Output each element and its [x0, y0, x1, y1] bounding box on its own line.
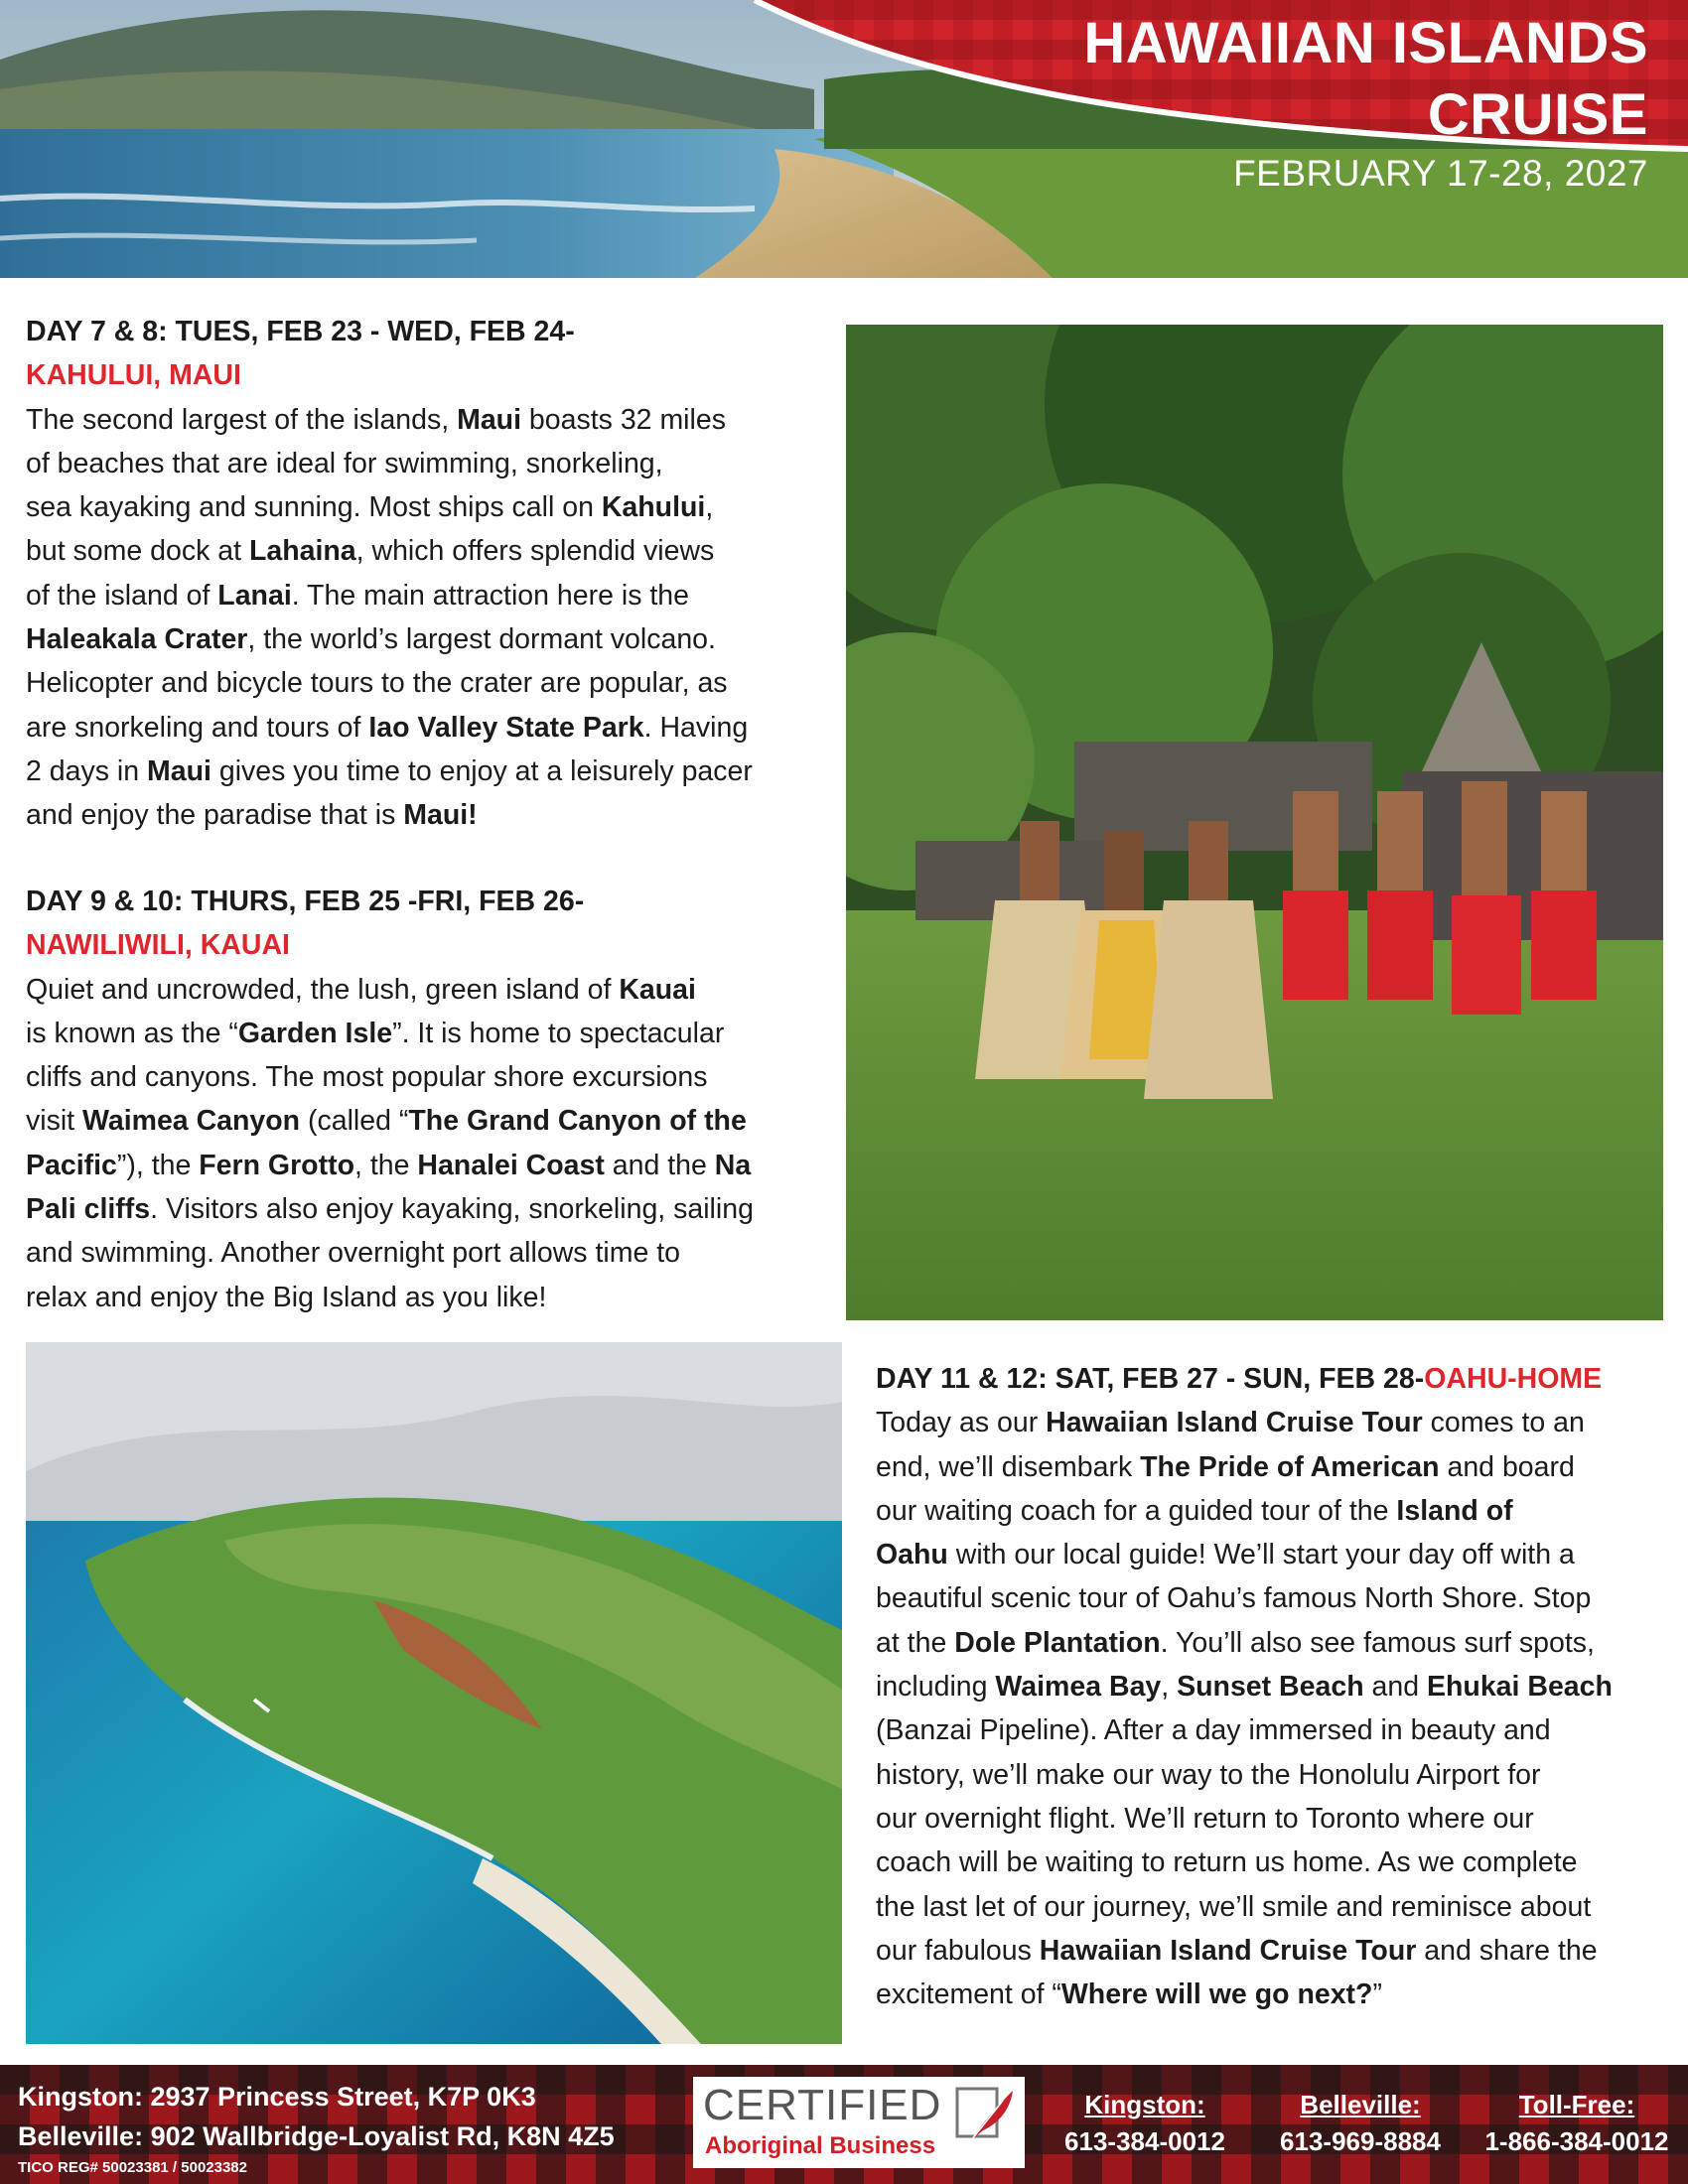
body-text: including: [876, 1671, 996, 1704]
port-name: KAHULUI, MAUI: [26, 359, 241, 392]
body-text: visit: [26, 1105, 82, 1138]
emphasis-text: Maui: [457, 403, 522, 436]
body-text: . Visitors also enjoy kayaking, snorkeling, sailing: [150, 1193, 754, 1226]
emphasis-text: Hanalei Coast: [417, 1149, 605, 1181]
phone-number: 613-969-8884: [1280, 2126, 1441, 2156]
phone-kingston[interactable]: [1046, 2087, 1244, 2160]
phone-belleville[interactable]: [1261, 2087, 1460, 2160]
body-text: Quiet and uncrowded, the lush, green island of: [26, 973, 620, 1006]
body-text: our waiting coach for a guided tour of the: [876, 1494, 1397, 1527]
trip-dates: FEBRUARY 17-28, 2027: [1233, 153, 1648, 194]
body-text: ,: [1161, 1671, 1178, 1704]
body-text: (called “: [300, 1105, 409, 1138]
emphasis-text: Island of: [1396, 1494, 1513, 1527]
body-text: the last let of our journey, we’ll smile and reminisce about: [876, 1890, 1592, 1923]
day-11-12-section: [876, 1357, 1670, 2016]
page-title: HAWAIIAN ISLANDS CRUISE: [1083, 11, 1648, 147]
addresses: [18, 2077, 615, 2156]
body-text: ”), the: [116, 1149, 200, 1181]
emphasis-text: Hawaiian Island Cruise Tour: [1046, 1407, 1423, 1439]
body-text: of the island of: [26, 579, 218, 612]
cert-title: CERTIFIED: [703, 2081, 942, 2129]
na-pali-coast-photo: [26, 1342, 842, 2044]
emphasis-text: The Pride of American: [1140, 1450, 1440, 1483]
day-heading-row: [876, 1357, 1670, 1401]
day-heading: DAY 7 & 8: TUES, FEB 23 - WED, FEB 24-: [26, 316, 575, 347]
emphasis-text: Fern Grotto: [199, 1149, 354, 1181]
body-text: . The main attraction here is the: [291, 579, 690, 612]
body-text: . Having: [643, 711, 749, 744]
body-text: and: [1363, 1671, 1427, 1704]
emphasis-text: Ehukai Beach: [1427, 1671, 1613, 1704]
port-name: OAHU-HOME: [1424, 1363, 1603, 1395]
kingston-address: Kingston: 2937 Princess Street, K7P 0K3: [18, 2082, 536, 2112]
body-text: sea kayaking and sunning. Most ships call on: [26, 491, 602, 524]
body-text: cliffs and canyons. The most popular shore excursions: [26, 1061, 708, 1094]
feather-icon: [953, 2085, 1015, 2146]
body-text: and share the: [1416, 1934, 1598, 1967]
phone-label: Toll-Free:: [1518, 2090, 1635, 2119]
body-text: is known as the “: [26, 1017, 238, 1049]
emphasis-text: Dole Plantation: [954, 1626, 1161, 1659]
emphasis-text: Waimea Canyon: [82, 1105, 301, 1138]
body-text: ,: [705, 491, 714, 524]
phone-label: Kingston:: [1084, 2090, 1205, 2119]
cert-subtitle: Aboriginal Business: [705, 2132, 936, 2159]
emphasis-text: Haleakala Crater: [26, 623, 248, 656]
body-text: beautiful scenic tour of Oahu’s famous North Shore. Stop: [876, 1582, 1592, 1615]
body-text: and the: [604, 1149, 715, 1181]
body-text: relax and enjoy the Big Island as you like!: [26, 1281, 547, 1313]
body-text: our overnight flight. We’ll return to Toronto where our: [876, 1802, 1534, 1835]
emphasis-text: Pacific: [26, 1149, 117, 1181]
day-9-10-section: [26, 880, 820, 1319]
body-text: end, we’ll disembark: [876, 1450, 1141, 1483]
emphasis-text: Where will we go next?: [1060, 1979, 1373, 2011]
emphasis-text: Maui: [147, 754, 211, 787]
body-text: excitement of “: [876, 1979, 1061, 2011]
emphasis-text: Lanai: [217, 579, 292, 612]
body-text: and swimming. Another overnight port allows time to: [26, 1237, 680, 1270]
emphasis-text: Kahului: [601, 491, 706, 524]
tico-registration: TICO REG# 50023381 / 50023382: [18, 2159, 247, 2176]
footer: [0, 2065, 1688, 2184]
body-text: . You’ll also see famous surf spots,: [1160, 1626, 1595, 1659]
body-text: , the: [354, 1149, 418, 1181]
body-text: ”. It is home to spectacular: [392, 1017, 725, 1049]
phone-number: 1-866-384-0012: [1484, 2126, 1669, 2156]
emphasis-text: The Grand Canyon of the: [408, 1105, 747, 1138]
day-7-8-section: [26, 310, 820, 838]
day-heading: DAY 11 & 12: SAT, FEB 27 - SUN, FEB 28-: [876, 1363, 1425, 1395]
body-text: , which offers splendid views: [355, 535, 715, 568]
day-description: [26, 398, 820, 838]
hula-dancers-photo: [846, 325, 1663, 1320]
body-text: The second largest of the islands,: [26, 403, 458, 436]
body-text: 2 days in: [26, 754, 147, 787]
body-text: , the world’s largest dormant volcano.: [247, 623, 716, 656]
body-text: and enjoy the paradise that is: [26, 799, 404, 832]
emphasis-text: Hawaiian Island Cruise Tour: [1039, 1934, 1417, 1967]
emphasis-text: Maui!: [403, 799, 478, 832]
emphasis-text: Oahu: [876, 1539, 948, 1571]
phone-toll-free[interactable]: [1468, 2087, 1686, 2160]
emphasis-text: Iao Valley State Park: [368, 711, 644, 744]
body-text: but some dock at: [26, 535, 249, 568]
body-text: of beaches that are ideal for swimming, snorkeling,: [26, 447, 663, 479]
phone-label: Belleville:: [1300, 2090, 1421, 2119]
body-text: comes to an: [1422, 1407, 1585, 1439]
hero-banner: [0, 0, 1688, 278]
emphasis-text: Lahaina: [248, 535, 356, 568]
day-description: [876, 1401, 1670, 2016]
emphasis-text: Na: [714, 1149, 752, 1181]
body-text: coach will be waiting to return us home. As we complete: [876, 1846, 1578, 1879]
phone-number: 613-384-0012: [1064, 2126, 1225, 2156]
body-text: our fabulous: [876, 1934, 1040, 1967]
body-text: boasts 32 miles: [521, 403, 726, 436]
body-text: Helicopter and bicycle tours to the crater are popular, as: [26, 667, 728, 700]
belleville-address: Belleville: 902 Wallbridge-Loyalist Rd, K8N 4Z5: [18, 2121, 615, 2151]
body-text: (Banzai Pipeline). After a day immersed in beauty and: [876, 1714, 1551, 1747]
day-description: [26, 968, 820, 1319]
port-name: NAWILIWILI, KAUAI: [26, 929, 290, 962]
emphasis-text: Pali cliffs: [26, 1193, 151, 1226]
title-block: [894, 8, 1648, 197]
emphasis-text: Garden Isle: [237, 1017, 393, 1049]
body-text: gives you time to enjoy at a leisurely pacer: [211, 754, 753, 787]
body-text: history, we’ll make our way to the Honolulu Airport for: [876, 1758, 1541, 1791]
body-text: Today as our: [876, 1407, 1047, 1439]
body-text: with our local guide! We’ll start your day off with a: [947, 1539, 1575, 1571]
body-text: at the: [876, 1626, 955, 1659]
body-text: ”: [1372, 1979, 1382, 2011]
day-heading: DAY 9 & 10: THURS, FEB 25 -FRI, FEB 26-: [26, 886, 585, 917]
certified-aboriginal-badge: [693, 2077, 1025, 2168]
body-text: are snorkeling and tours of: [26, 711, 369, 744]
emphasis-text: Sunset Beach: [1177, 1671, 1364, 1704]
emphasis-text: Kauai: [619, 973, 696, 1006]
emphasis-text: Waimea Bay: [995, 1671, 1162, 1704]
body-text: and board: [1439, 1450, 1575, 1483]
